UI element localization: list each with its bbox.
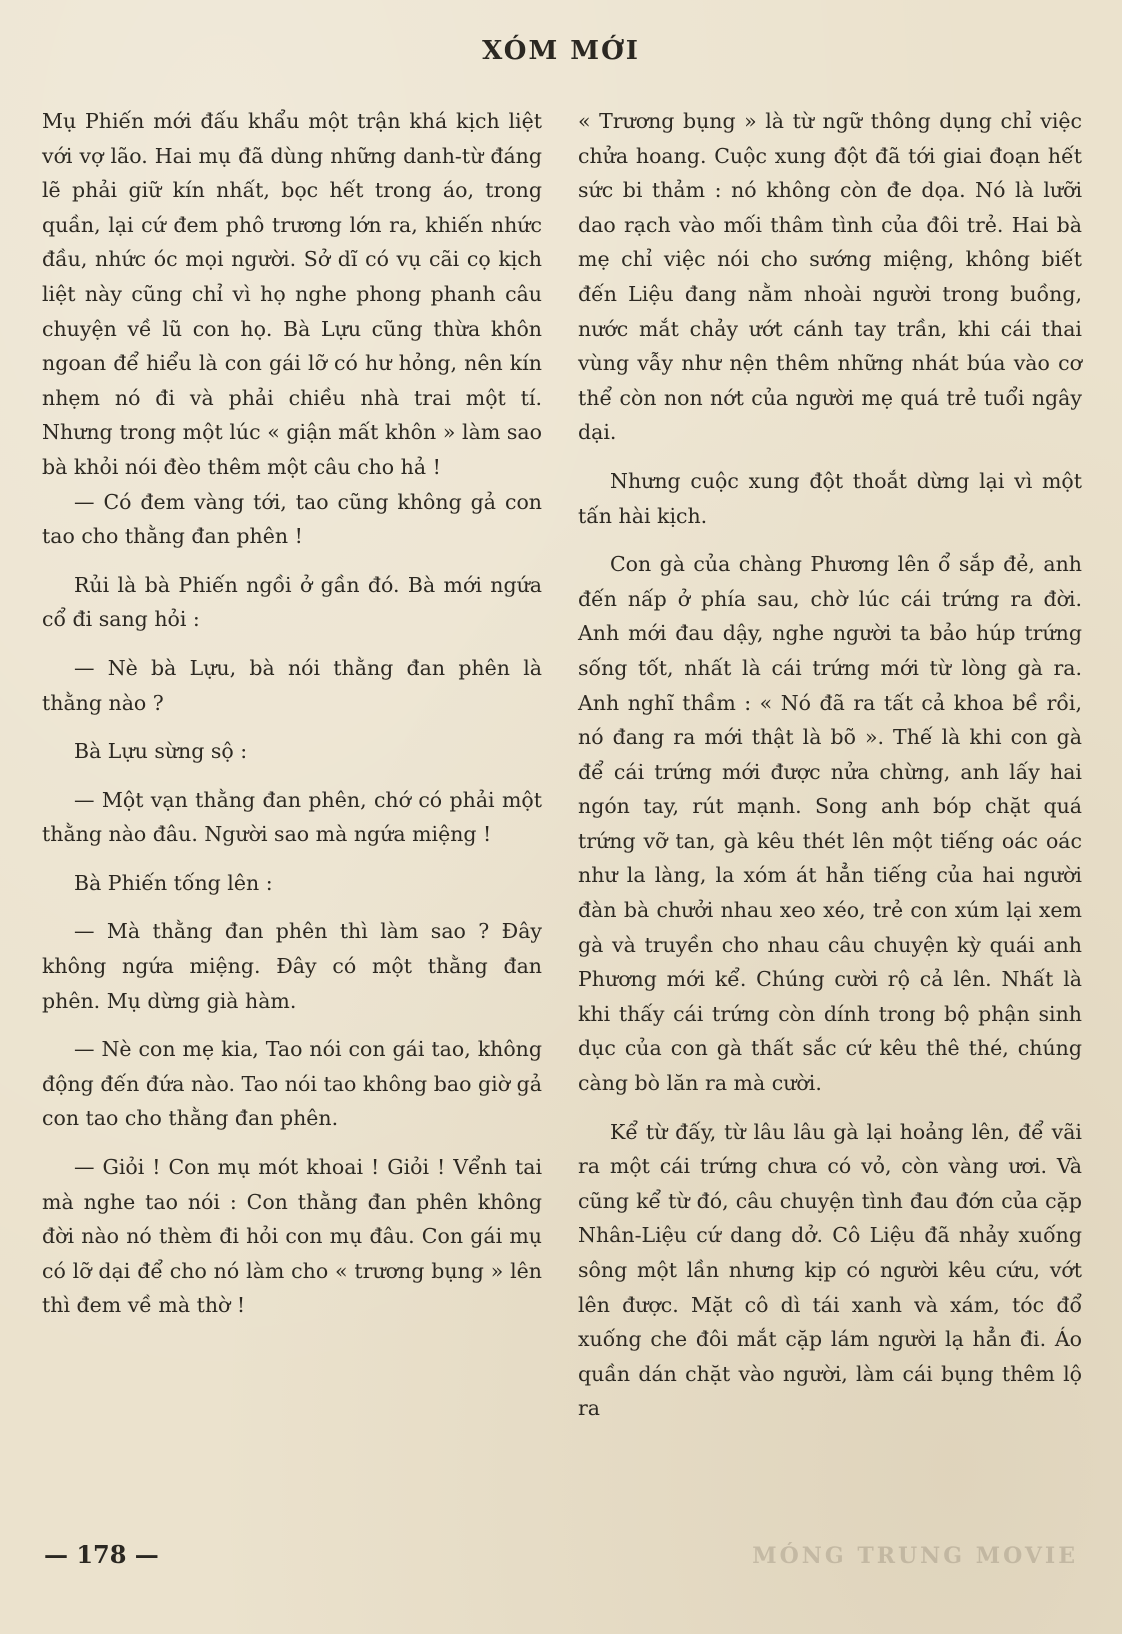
page-number: — 178 — — [44, 1540, 159, 1569]
paragraph: Mụ Phiến mới đấu khẩu một trận khá kịch liệt với vợ lão. Hai mụ đã dùng những danh-từ đáng lẽ phải giữ kín nhất, bọc hết trong áo, trong quần, lại cứ đem phô trương lớn ra, khiến nhức đầu, nhức óc mọi người. Sở dĩ có vụ cãi cọ kịch liệt này cũng chỉ vì họ nghe phong phanh câu chuyện về lũ con họ. Bà Lựu cũng thừa khôn ngoan để hiểu là con gái lỡ có hư hỏng, nên kín nhẹm nó đi và phải chiều nhà trai một tí. Nhưng trong một lúc « giận mất khôn » làm sao bà khỏi nói đèo thêm một câu cho hả ! — [42, 109, 542, 479]
paragraph: Bà Lựu sừng sộ : — [74, 739, 248, 764]
paragraph: — Giỏi ! Con mụ mót khoai ! Giỏi ! Vểnh tai mà nghe tao nói : Con thằng đan phên không đời nào nó thèm đi hỏi con mụ đâu. Con gái mụ có lỡ dại để cho nó làm cho « trương bụng » lên thì đem về mà thờ ! — [42, 1155, 542, 1318]
watermark: MÓNG TRUNG MOVIE — [752, 1543, 1078, 1569]
paragraph: Rủi là bà Phiến ngồi ở gần đó. Bà mới ngứa cổ đi sang hỏi : — [42, 572, 542, 632]
paragraph: « Trương bụng » là từ ngữ thông dụng chỉ việc chửa hoang. Cuộc xung đột đã tới giai đoạn hết sức bi thảm : nó không còn đe dọa. Nó là lưỡi dao rạch vào mối thâm tình của đôi trẻ. Hai bà mẹ chỉ việc nói cho sướng miệng, không biết đến Liệu đang nằm nhoài người trong buồng, nước mắt chảy ướt cánh tay trần, khi cái thai vùng vẫy như nện thêm những nhát búa vào cơ thể còn non nớt của người mẹ quá trẻ tuổi ngây dại. — [578, 109, 1082, 445]
paragraph: — Nè con mẹ kia, Tao nói con gái tao, không động đến đứa nào. Tao nói tao không bao giờ gả con tao cho thằng đan phên. — [42, 1037, 542, 1131]
paragraph: Kể từ đấy, từ lâu lâu gà lại hoảng lên, để vãi ra một cái trứng chưa có vỏ, còn vàng ươi. Và cũng kể từ đó, câu chuyện tình đau đớn của cặp Nhân-Liệu cứ dang dở. Cô Liệu đã nhảy xuống sông một lần nhưng kịp có người kêu cứu, vớt lên được. Mặt cô dì tái xanh và xám, tóc đổ xuống che đôi mắt cặp lám người lạ hẳn đi. Áo quần dán chặt vào người, làm cái bụng thêm lộ ra — [578, 1119, 1082, 1421]
paragraph: — Có đem vàng tới, tao cũng không gả con tao cho thằng đan phên ! — [42, 489, 542, 549]
right-column — [578, 104, 1082, 1440]
paragraph: Bà Phiến tống lên : — [74, 870, 273, 895]
paragraph: — Mà thằng đan phên thì làm sao ? Đây không ngứa miệng. Đây có một thằng đan phên. Mụ dừng già hàm. — [42, 919, 542, 1013]
left-column — [42, 104, 542, 1337]
paragraph: — Nè bà Lựu, bà nói thằng đan phên là thằng nào ? — [42, 655, 542, 715]
paragraph: Nhưng cuộc xung đột thoắt dừng lại vì một tấn hài kịch. — [578, 468, 1082, 528]
running-head: XÓM MỚI — [482, 36, 640, 66]
paragraph: — Một vạn thằng đan phên, chớ có phải một thằng nào đâu. Người sao mà ngứa miệng ! — [42, 787, 542, 847]
paragraph: Con gà của chàng Phương lên ổ sắp đẻ, anh đến nấp ở phía sau, chờ lúc cái trứng ra đời. Anh mới đau dậy, nghe người ta bảo húp trứng sống tốt, nhất là cái trứng mới từ lòng gà ra. Anh nghĩ thầm : « Nó đã ra tất cả khoa bề rồi, nó đang ra mới thật là bõ ». Thế là khi con gà để cái trứng mới được nửa chừng, anh lấy hai ngón tay, rút mạnh. Song anh bóp chặt quá trứng vỡ tan, gà kêu thét lên một tiếng oác oác như la làng, la xóm át hẳn tiếng của hai người đàn bà chưởi nhau xeo xéo, trẻ con xúm lại xem gà và truyền cho nhau câu chuyện kỳ quái anh Phương mới kể. Chúng cười rộ cả lên. Nhất là khi thấy cái trứng còn dính trong bộ phận sinh dục của con gà thất sắc cứ kêu thê thé, chúng càng bò lăn ra mà cười. — [578, 552, 1082, 1096]
